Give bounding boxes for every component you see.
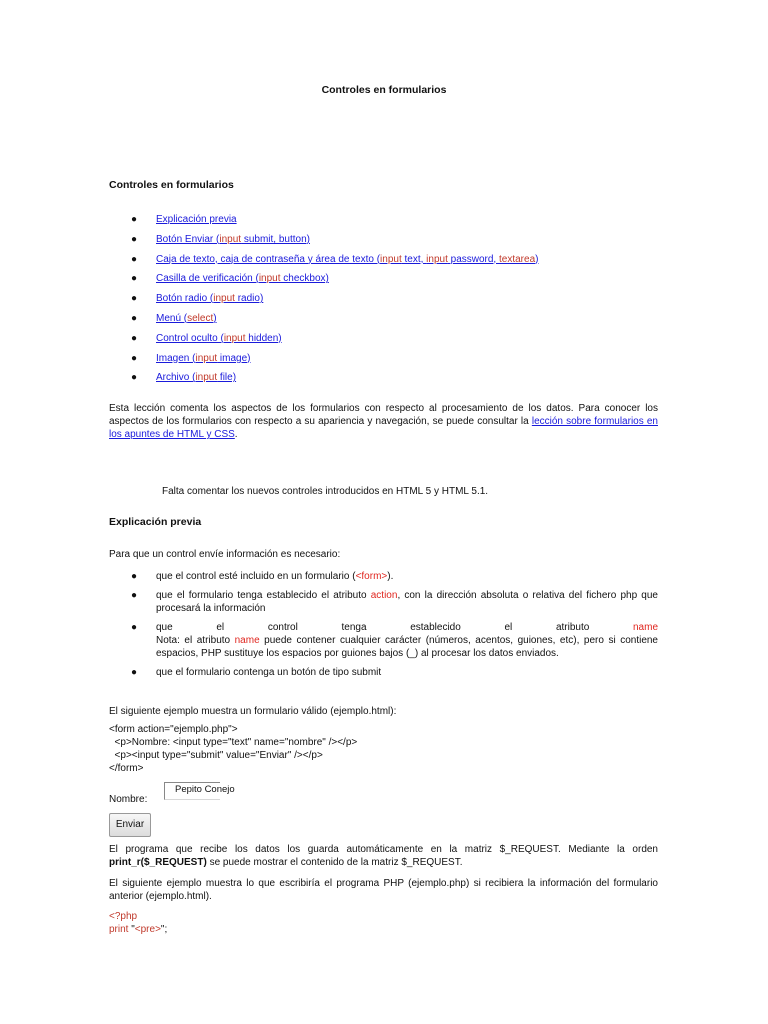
toc-item[interactable] [109, 253, 669, 273]
bullet-icon: ● [131, 352, 138, 364]
php-code-block: <?php print "<pre>"; [109, 911, 168, 935]
toc-link[interactable]: Control oculto (input hidden) [156, 332, 282, 344]
requirements-lead: Para que un control envíe información es necesario: [109, 549, 341, 560]
section-heading-explicacion: Explicación previa [109, 516, 202, 528]
bullet-icon: ● [131, 273, 138, 285]
bullet-icon: ● [131, 622, 138, 633]
table-of-contents [109, 213, 669, 391]
bullet-icon: ● [131, 253, 138, 265]
toc-item[interactable] [109, 272, 669, 292]
document-title: Controles en formularios [321, 84, 447, 96]
nombre-input[interactable]: Pepito Conejo [164, 782, 220, 800]
example-intro: El siguiente ejemplo muestra un formulario válido (ejemplo.html): [109, 706, 397, 717]
toc-item[interactable] [109, 312, 669, 332]
name-note: Nota: el atributo name puede contener cualquier carácter (números, acentos, guiones, etc), pero si contiene espacios, PHP sustituye los espacios por guiones bajos (_) al procesar los datos enviados. [156, 635, 658, 659]
bullet-icon: ● [131, 233, 138, 245]
html-css-lesson-link[interactable]: lección sobre formularios en los apuntes de HTML y CSS [109, 416, 658, 440]
section-heading-controles: Controles en formularios [109, 179, 234, 191]
request-paragraph: El programa que recibe los datos los guarda automáticamente en la matriz $_REQUEST. Mediante la orden print_r($_REQUEST) se puede mostrar el contenido de la matriz $_REQUEST. [109, 844, 658, 868]
bullet-icon: ● [131, 214, 138, 225]
toc-link[interactable]: Archivo (input file) [156, 372, 237, 384]
toc-link[interactable]: Casilla de verificación (input checkbox) [156, 273, 329, 285]
intro-paragraph: Esta lección comenta los aspectos de los formularios con respecto al procesamiento de los datos. Para conocer los aspectos de los formularios con respecto a su apariencia y navegación, se puede consultar la lección sobre formularios en los apuntes de HTML y CSS. [109, 403, 658, 440]
enviar-button[interactable]: Enviar [109, 813, 151, 837]
list-item: ● que el control esté incluido en un formulario (<form>). [131, 571, 394, 582]
bullet-icon: ● [131, 571, 138, 582]
toc-link[interactable]: Caja de texto, caja de contraseña y área de texto (input text, input password, textarea) [156, 253, 539, 265]
php-example-intro: El siguiente ejemplo muestra lo que escribiría el programa PHP (ejemplo.php) si recibiera la información del formulario anterior (ejemplo.html). [109, 878, 658, 902]
toc-link[interactable]: Menú (select) [156, 312, 217, 324]
pending-note: Falta comentar los nuevos controles introducidos en HTML 5 y HTML 5.1. [162, 486, 489, 497]
requirements-list [109, 570, 658, 685]
toc-item[interactable] [109, 371, 669, 391]
toc-item[interactable] [109, 233, 669, 253]
toc-item[interactable] [109, 352, 669, 372]
list-item: ● que el formulario contenga un botón de tipo submit [131, 667, 382, 678]
toc-item[interactable] [109, 292, 669, 312]
toc-item[interactable] [109, 332, 669, 352]
bullet-icon: ● [131, 312, 138, 324]
html-code-block: <form action="ejemplo.php"> <p>Nombre: <input type="text" name="nombre" /></p> <p><input type="submit" value="Enviar" /></p> </form> [109, 724, 358, 774]
bullet-icon: ● [131, 332, 138, 344]
list-item [109, 621, 658, 660]
nombre-label: Nombre: [109, 794, 148, 805]
bullet-icon: ● [131, 590, 138, 601]
bullet-icon: ● [131, 372, 138, 384]
list-item: ● que el formulario tenga establecido el atributo action, con la dirección absoluta o relativa del fichero php que procesará la información [131, 590, 658, 614]
justified-line: que el control tenga establecido el atributo name [156, 622, 658, 633]
toc-link[interactable]: Explicación previa [156, 214, 237, 225]
toc-link[interactable]: Botón Enviar (input submit, button) [156, 233, 310, 245]
toc-item[interactable] [109, 213, 669, 233]
toc-link[interactable]: Imagen (input image) [156, 352, 251, 364]
bullet-icon: ● [131, 667, 138, 678]
bullet-icon: ● [131, 293, 138, 305]
toc-link[interactable]: Botón radio (input radio) [156, 293, 264, 305]
